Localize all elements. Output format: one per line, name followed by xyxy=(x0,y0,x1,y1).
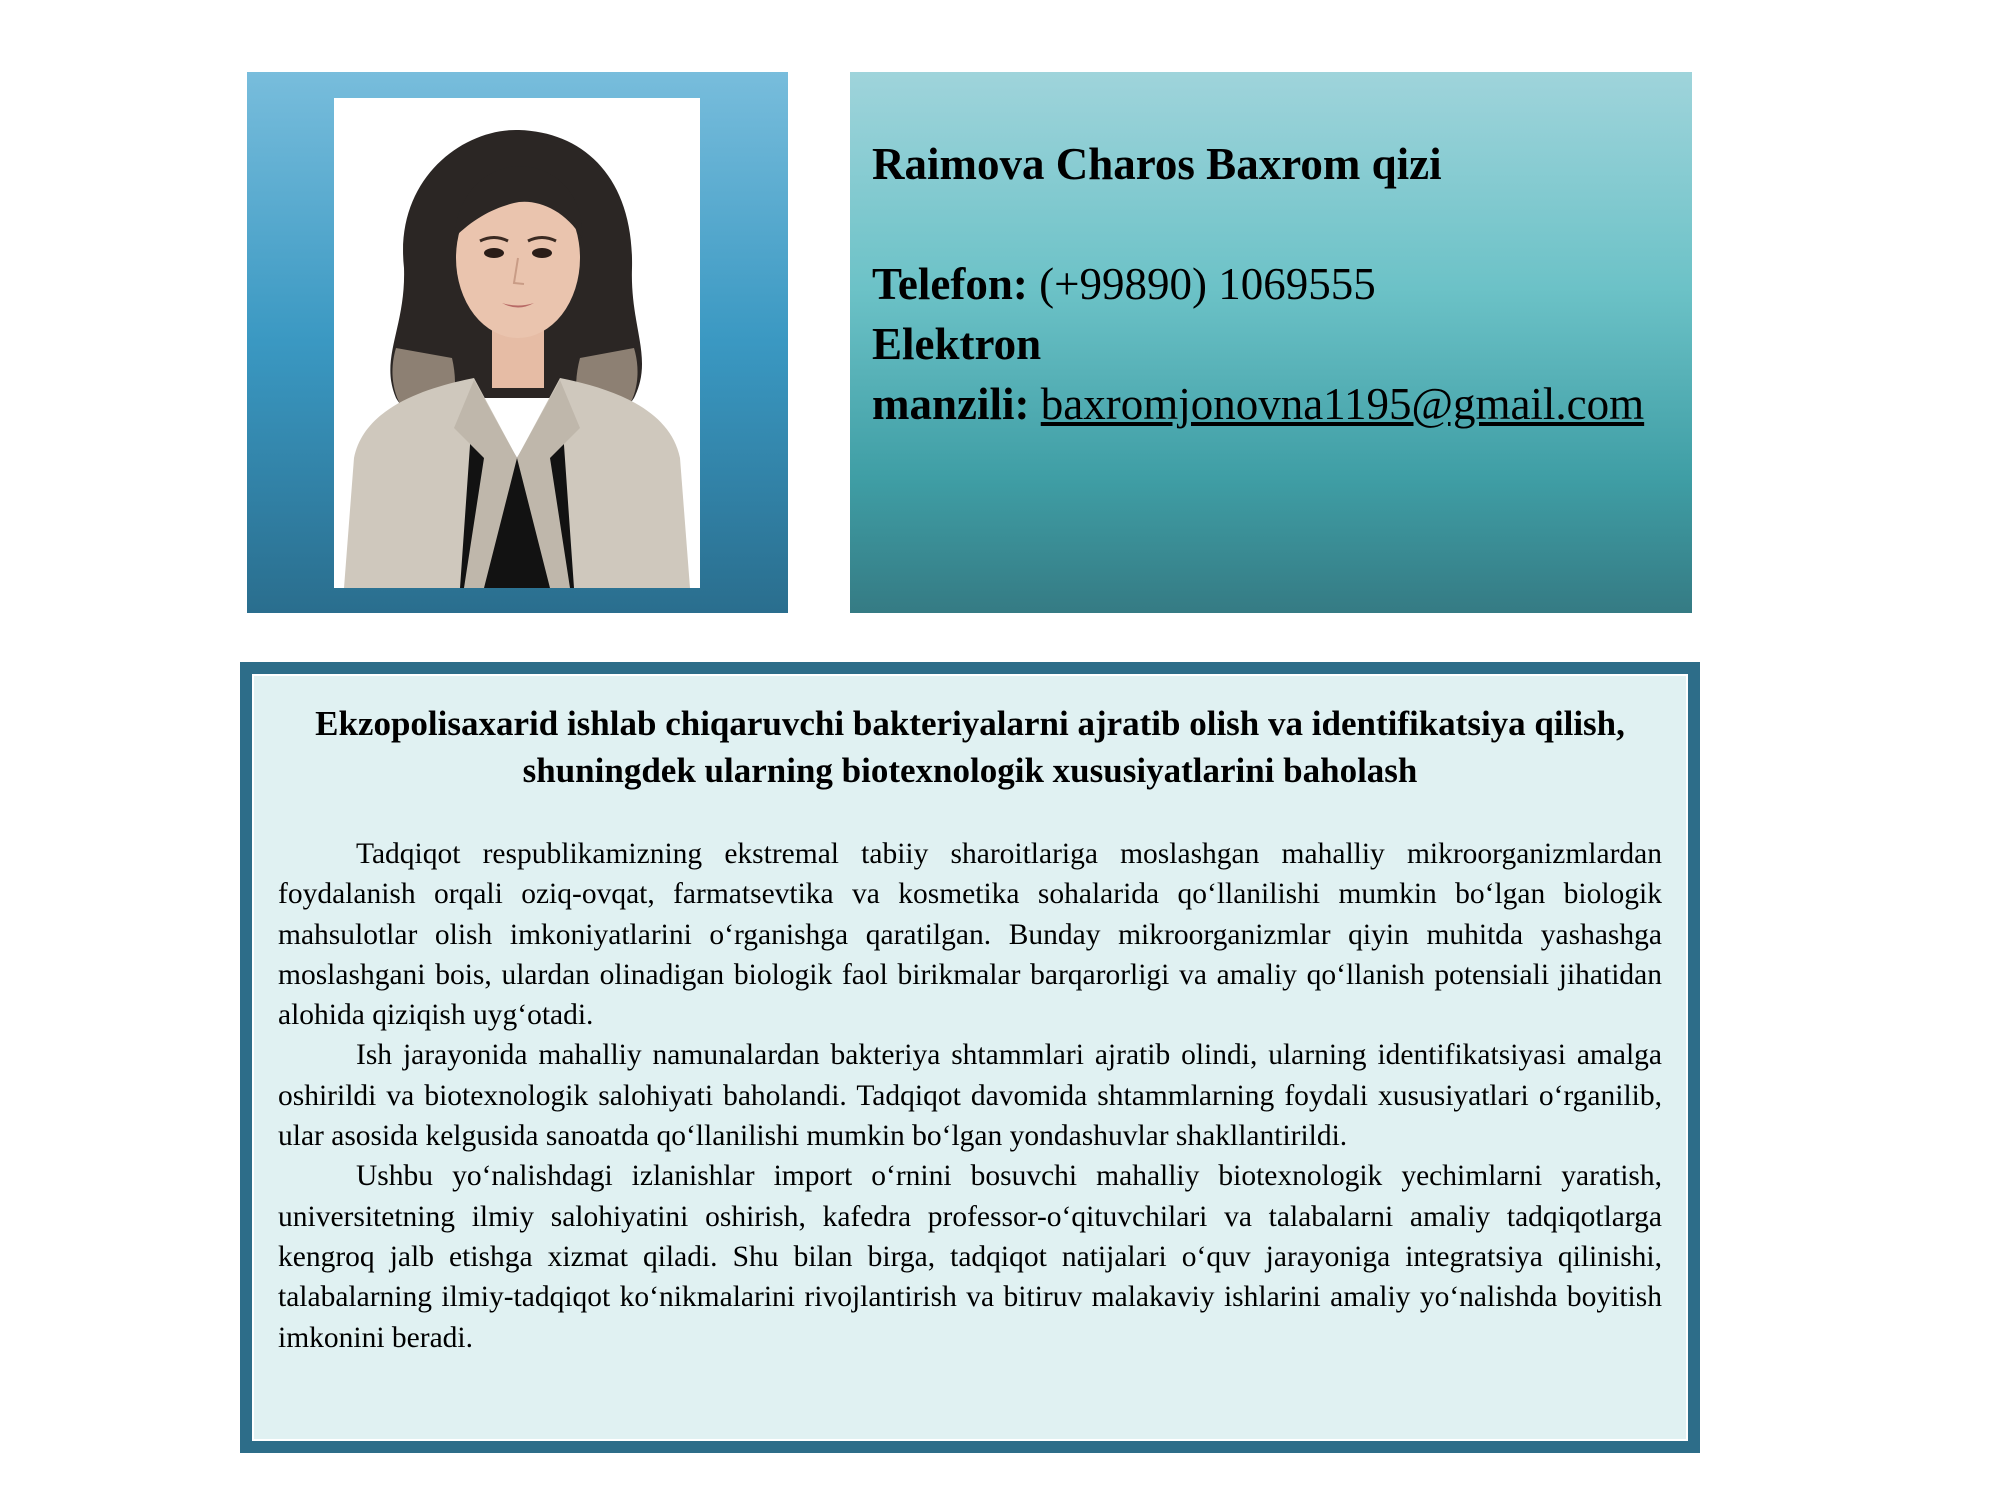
email-label-part2: manzili: xyxy=(872,379,1030,429)
email-line xyxy=(872,374,1672,434)
abstract-inner xyxy=(252,674,1688,1441)
phone-value[interactable]: (+99890) 1069555 xyxy=(1027,259,1376,309)
contact-info-panel xyxy=(850,72,1692,613)
abstract-paragraph: Ushbu yo‘nalishdagi izlanishlar import o‘rnini bosuvchi mahalliy biotexnologik yechimlarni yaratish, universitetning ilmiy salohiyatini oshirish, kafedra professor-o‘qituvchilari va talabalarni amaliy tadqiqotlarga kengroq jalb etishga xizmat qiladi. Shu bilan birga, tadqiqot natijalari o‘quv jarayoniga integratsiya qilinishi, talabalarning ilmiy-tadqiqot ko‘nikmalarini rivojlantirish va bitiruv malakaviy ishlarini amaliy yo‘nalishda boyitish imkonini beradi. xyxy=(278,1160,1662,1354)
phone-label: Telefon: xyxy=(872,259,1028,309)
photo-panel xyxy=(247,72,788,613)
email-link[interactable]: baxromjonovna1195@gmail.com xyxy=(1040,379,1645,429)
abstract-paragraph: Tadqiqot respublikamizning ekstremal tabiiy sharoitlariga moslashgan mahalliy mikroorganizmlardan foydalanish orqali oziq-ovqat, farmatsevtika va kosmetika sohalarida qo‘llanilishi mumkin bo‘lgan biologik mahsulotlar olish imkoniyatlarini o‘rganishga qaratilgan. Bunday mikroorganizmlar qiyin muhitda yashashga moslashgani bois, ulardan olinadigan biologik faol birikmalar barqarorligi va amaliy qo‘llanish potensiali jihatidan alohida qiziqish uyg‘otadi. xyxy=(278,838,1662,1032)
email-label-line1 xyxy=(872,314,1672,374)
abstract-paragraph: Ish jarayonida mahalliy namunalardan bakteriya shtammlari ajratib olindi, ularning identifikatsiyasi amalga oshirildi va biotexnologik salohiyati baholandi. Tadqiqot davomida shtammlarning foydali xususiyatlari o‘rganilib, ular asosida kelgusida sanoatda qo‘llanilishi mumkin bo‘lgan yondashuvlar shakllantirildi. xyxy=(278,1039,1662,1153)
portrait-illustration xyxy=(334,98,700,588)
person-name: Raimova Charos Baxrom qizi xyxy=(872,139,1442,189)
email-label-part1: Elektron xyxy=(872,319,1042,369)
portrait-photo xyxy=(334,98,700,588)
phone-line xyxy=(872,254,1672,314)
abstract-title: Ekzopolisaxarid ishlab chiqaruvchi bakteriyalarni ajratib olish va identifikatsiya qilish, shuningdek ularning biotexnologik xususiyatlarini baholash xyxy=(315,704,1625,790)
abstract-box xyxy=(240,662,1700,1453)
